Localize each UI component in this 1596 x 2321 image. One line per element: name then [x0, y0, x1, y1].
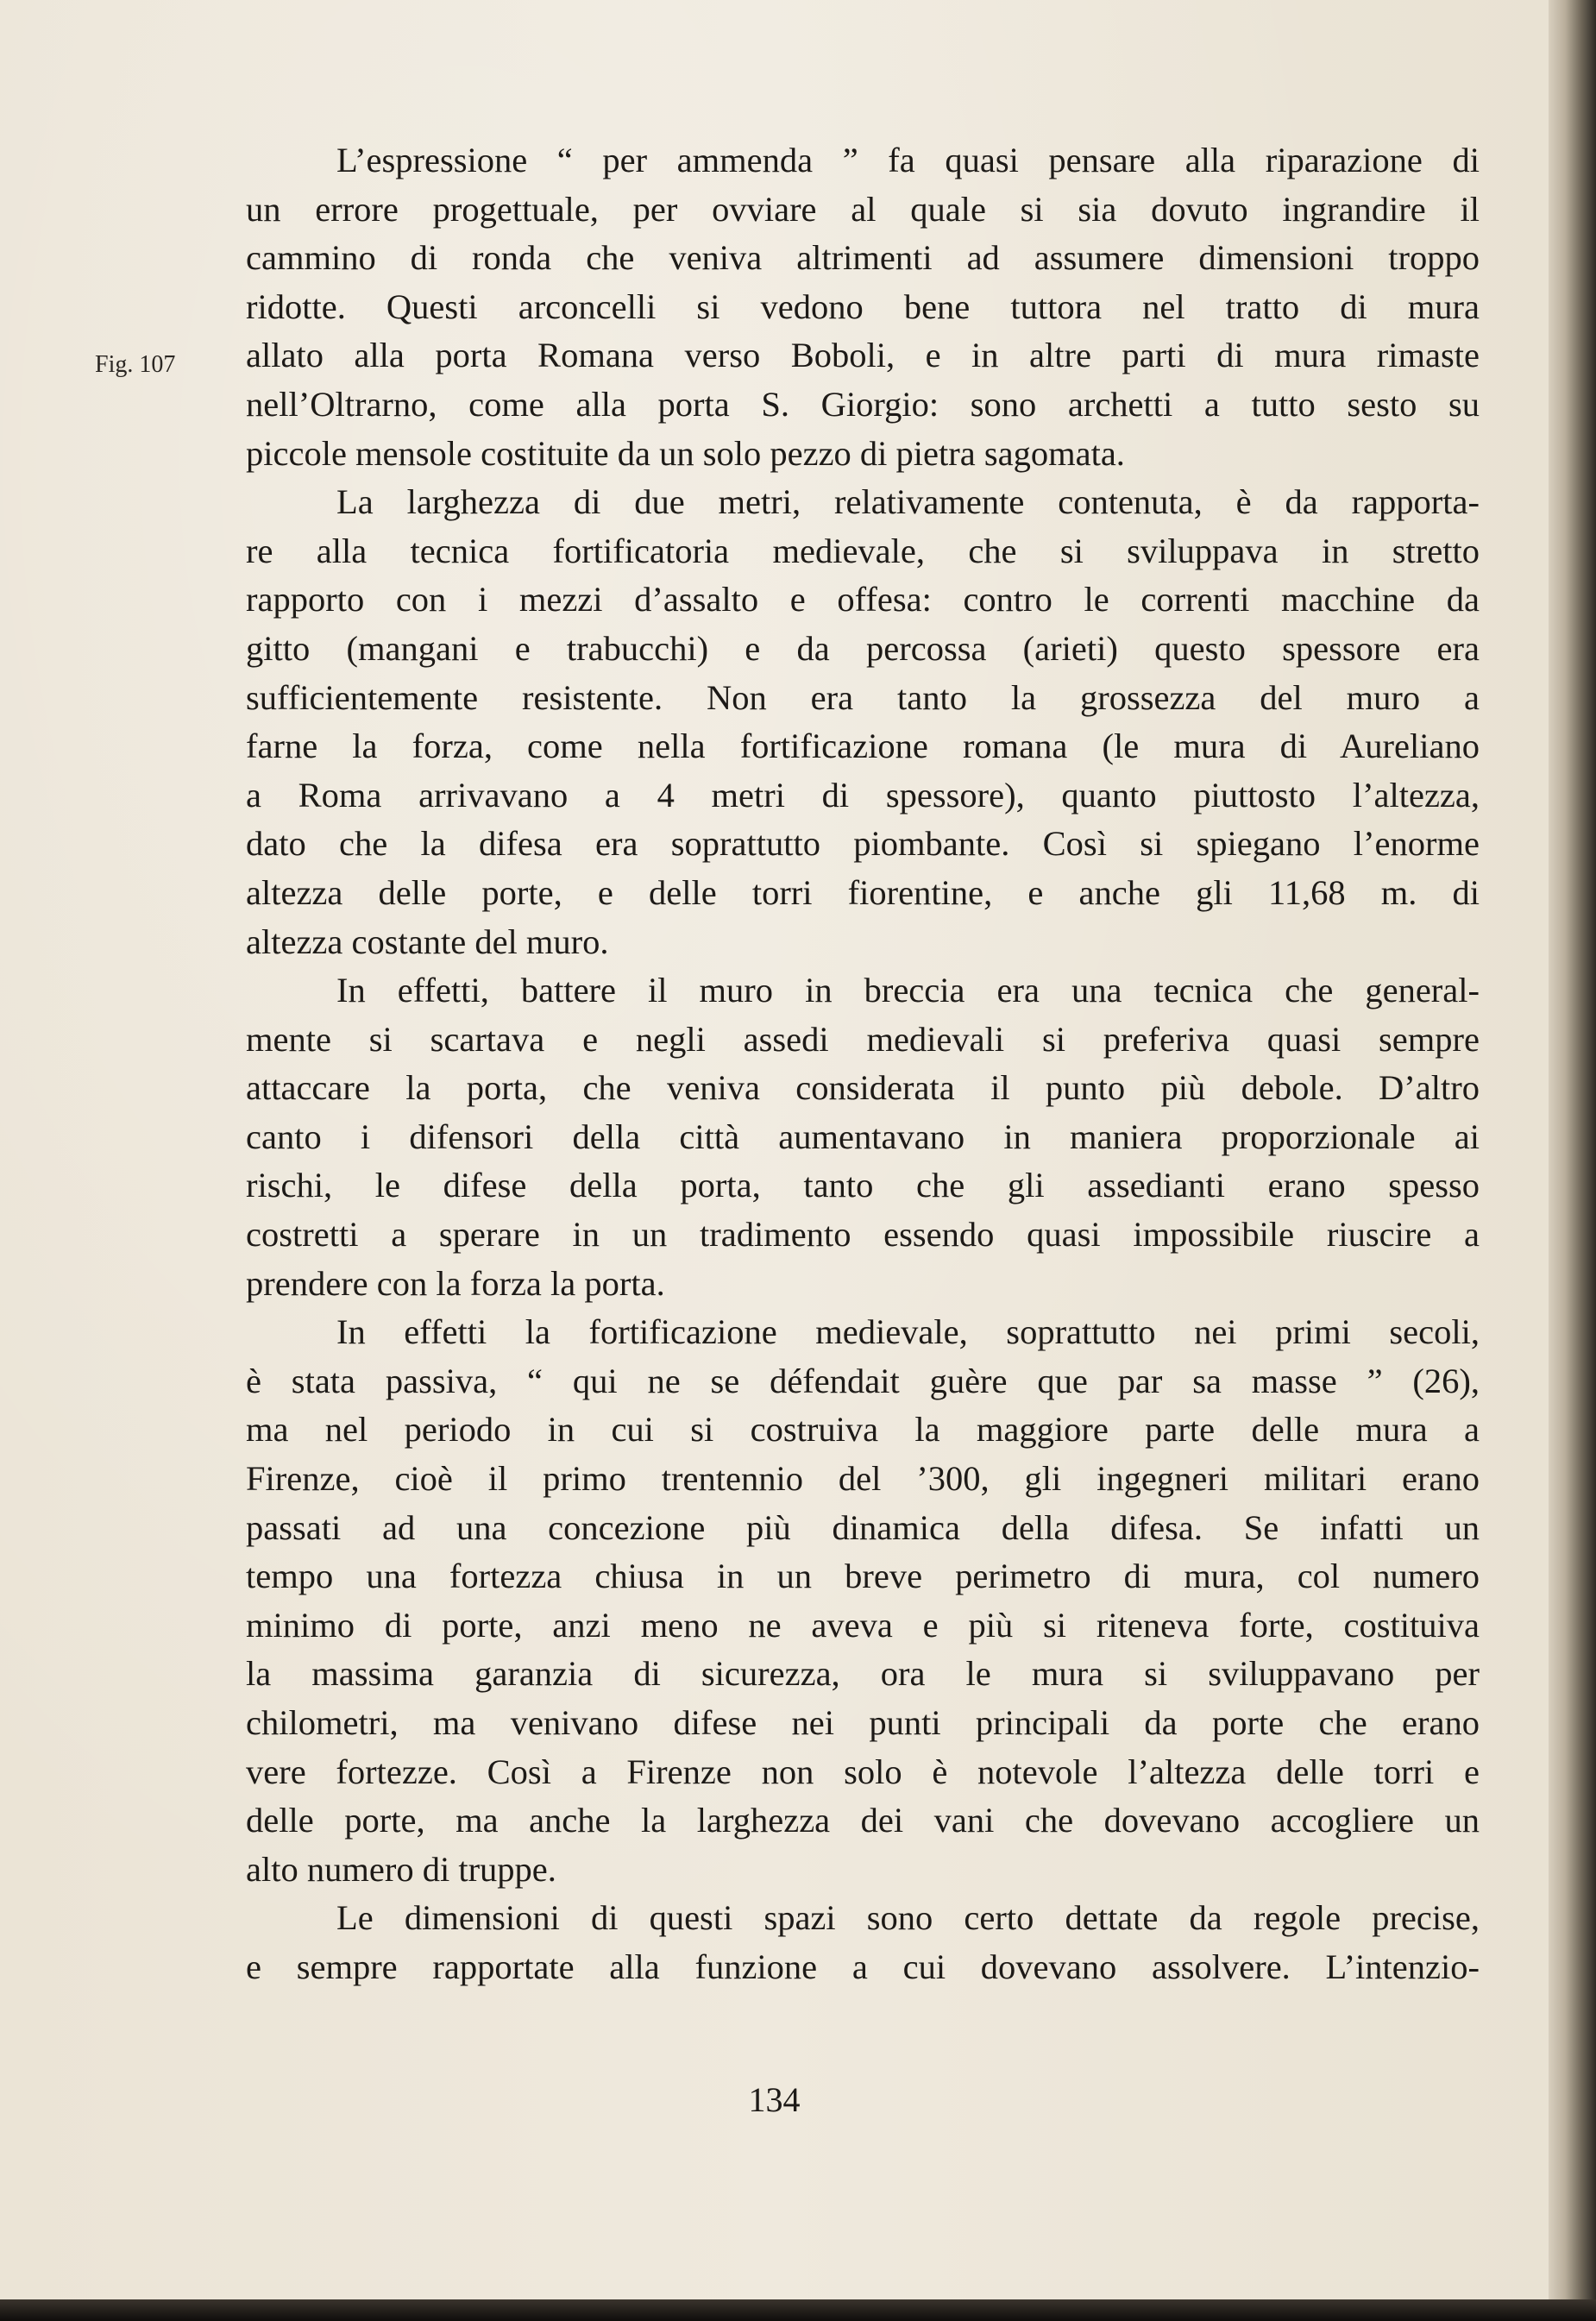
text-line: Firenze, cioè il primo trentennio del ’300, gli ingegneri militari erano [246, 1459, 1480, 1499]
text-line: minimo di porte, anzi meno ne aveva e più si riteneva forte, costituiva [246, 1605, 1480, 1645]
text-line: ma nel periodo in cui si costruiva la maggiore parte delle mura a [246, 1410, 1480, 1450]
text-line: passati ad una concezione più dinamica della difesa. Se infatti un [246, 1507, 1480, 1547]
text-line: L’espressione “ per ammenda ” fa quasi pensare alla riparazione di [336, 141, 1480, 179]
page-number: 134 [748, 2080, 801, 2119]
text-line: altezza delle porte, e delle torri fiorentine, e anche gli 11,68 m. di [246, 872, 1480, 912]
page-bottom-edge [0, 2299, 1596, 2321]
text-line: La larghezza di due metri, relativamente contenuta, è da rapporta- [336, 482, 1480, 522]
text-line: gitto (mangani e trabucchi) e da percossa (arieti) questo spessore era [246, 628, 1480, 668]
text-line: rischi, le difese della porta, tanto che gli assedianti erano spesso [246, 1166, 1480, 1205]
text-line: attaccare la porta, che veniva considerata il punto più debole. D’altro [246, 1068, 1480, 1108]
text-line: nell’Oltrarno, come alla porta S. Giorgio: sono archetti a tutto sesto su [246, 384, 1480, 424]
text-line: dato che la difesa era soprattutto piombante. Così si spiegano l’enorme [246, 824, 1480, 864]
text-line: costretti a sperare in un tradimento essendo quasi impossibile riuscire a [246, 1215, 1480, 1255]
text-line: In effetti la fortificazione medievale, soprattutto nei primi secoli, [336, 1312, 1480, 1352]
text-line: canto i difensori della città aumentavano in maniera proporzionale ai [246, 1116, 1480, 1156]
text-line: vere fortezze. Così a Firenze non solo è notevole l’altezza delle torri e [246, 1752, 1480, 1791]
figure-reference: Fig. 107 [95, 351, 176, 378]
text-line: alto numero di truppe. [246, 1849, 556, 1889]
body-text [246, 136, 1480, 1992]
text-line: piccole mensole costituite da un solo pezzo di pietra sagomata. [246, 433, 1125, 473]
text-line: a Roma arrivavano a 4 metri di spessore), quanto piuttosto l’altezza, [246, 775, 1480, 815]
text-line: delle porte, ma anche la larghezza dei vani che dovevano accogliere un [246, 1801, 1480, 1840]
text-line: re alla tecnica fortificatoria medievale, che si sviluppava in stretto [246, 531, 1480, 570]
text-line: sufficientemente resistente. Non era tanto la grossezza del muro a [246, 677, 1480, 717]
text-line: e sempre rapportate alla funzione a cui dovevano assolvere. L’intenzio- [246, 1947, 1480, 1986]
text-line: è stata passiva, “ qui ne se défendait guère que par sa masse ” (26), [246, 1361, 1480, 1400]
text-line: ridotte. Questi arconcelli si vedono bene tuttora nel tratto di mura [246, 286, 1480, 326]
text-line: tempo una fortezza chiusa in un breve perimetro di mura, col numero [246, 1557, 1480, 1596]
text-line: rapporto con i mezzi d’assalto e offesa: contro le correnti macchine da [246, 580, 1480, 620]
text-line: cammino di ronda che veniva altrimenti ad assumere dimensioni troppo [246, 238, 1480, 278]
text-line: altezza costante del muro. [246, 921, 609, 961]
text-line: In effetti, battere il muro in breccia era una tecnica che general- [336, 971, 1480, 1010]
text-line: Le dimensioni di questi spazi sono certo dettate da regole precise, [336, 1898, 1480, 1938]
text-line: un errore progettuale, per ovviare al quale si sia dovuto ingrandire il [246, 189, 1480, 229]
text-line: la massima garanzia di sicurezza, ora le mura si sviluppavano per [246, 1654, 1480, 1694]
book-spine-shadow [1549, 0, 1596, 2299]
text-line: chilometri, ma venivano difese nei punti principali da porte che erano [246, 1703, 1480, 1742]
text-line: prendere con la forza la porta. [246, 1263, 665, 1303]
text-line: farne la forza, come nella fortificazione romana (le mura di Aureliano [246, 726, 1480, 766]
text-line: allato alla porta Romana verso Boboli, e in altre parti di mura rimaste [246, 336, 1480, 375]
text-line: mente si scartava e negli assedi medievali si preferiva quasi sempre [246, 1019, 1480, 1059]
